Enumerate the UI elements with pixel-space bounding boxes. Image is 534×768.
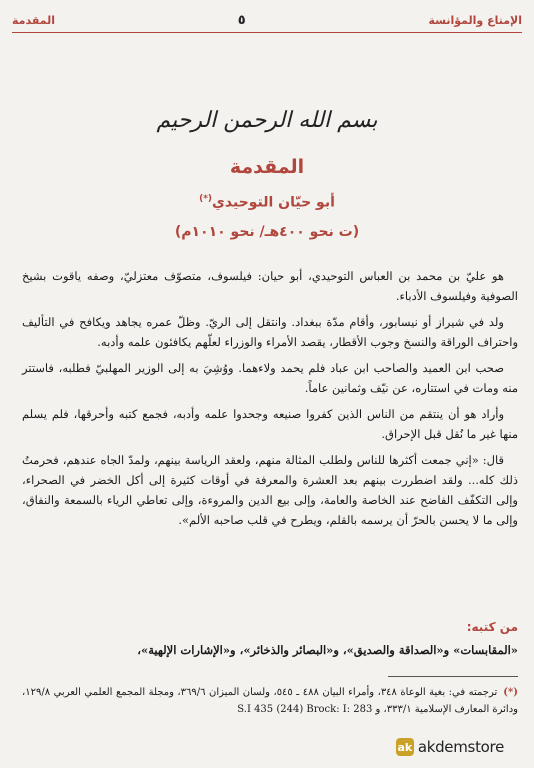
paragraph: هو عليّ بن محمد بن العباس التوحيدي، أبو حيان: فيلسوف، متصوّف معتزليّ، وصفه ياقوت بشيخ الصوفية وفيلسوف الأدباء. xyxy=(22,269,518,303)
page-number: ٥ xyxy=(237,12,246,28)
watermark-text: akdemstore xyxy=(417,738,504,756)
page-title: المقدمة xyxy=(229,156,305,178)
author-dates: (ت نحو ٤٠٠هـ/ نحو ١٠١٠م) xyxy=(174,224,360,240)
paragraph: صحب ابن العميد والصاحب ابن عباد فلم يحمد ولاءهما. ووُشِيَ به إلى الوزير المهلبيّ فطلبه، فاستتر منه ومات في استتاره، عن نيّف وثمانين عاماً. xyxy=(22,361,518,395)
header-rule xyxy=(12,32,522,33)
running-header xyxy=(12,10,522,30)
paragraph: ولد في شيراز أو نيسابور، وأقام مدّة ببغداد. وانتقل إلى الريّ. وظلّ عمره يجاهد ويكافح في التأليف واحتراف الوراقة والنسخ وجوب الأقطار، يقصد الأمراء والوزراء لعلّهم يكافئون علمه وأدبه. xyxy=(22,315,518,349)
footnote-text: ترجمته في: بغية الوعاة ٣٤٨، وأمراء البيان ٤٨٨ ـ ٥٤٥، ولسان الميزان ٣٦٩/٦، ومجلة المجمع العلمي العربي ١٢٩/٨، ودائرة المعارف الإسلامية ٣٣٣/١، و S.I 435 (244) Brock: I: 283 xyxy=(22,687,518,715)
author-name: أبو حيّان التوحيدي xyxy=(212,194,335,211)
author-line xyxy=(0,194,534,211)
header-section: المقدمة xyxy=(12,13,56,27)
footnote-marker: (*) xyxy=(503,687,518,698)
store-logo-icon: ak xyxy=(396,738,414,756)
paragraph: وأراد هو أن ينتقم من الناس الذين كفروا صنيعه وجحدوا علمه وأدبه، فجمع كتبه وأحرقها، فلم يسلم منها غير ما نُقل قبل الإحراق. xyxy=(22,407,518,441)
basmala: بسم الله الرحمن الرحيم xyxy=(156,108,378,133)
works-heading: من كتبه: xyxy=(466,620,518,634)
author-footnote-marker: (*) xyxy=(199,194,213,204)
works-list: «المقابسات» و«الصداقة والصديق»، و«البصائر والذخائر»، و«الإشارات الإلهية»، xyxy=(137,643,518,657)
watermark xyxy=(396,736,504,758)
footnote-rule xyxy=(388,676,518,677)
header-book-title: الإمتاع والمؤانسة xyxy=(428,13,522,27)
footnote xyxy=(22,684,518,718)
paragraph: قال: «إني جمعت أكثرها للناس ولطلب المثالة منهم، ولعقد الرياسة بينهم، ولمدّ الجاه عندهم، فحرمتُ ذلك كله... ولقد اضطررت بينهم بعد العشرة والمعرفة في أوقات كثيرة إلى أكل الخضر في الصحراء، وإلى التكفّف الفاضح عند الخاصة والعامة، وإلى بيع الدين والمروءة، وإلى تعاطي الرياء بالسمعة والنفاق، وإلى ما لا يحسن بالحرّ أن يرسمه بالقلم، ويطرح في قلب صاحبه الألم». xyxy=(22,453,518,527)
body-text xyxy=(22,266,518,536)
